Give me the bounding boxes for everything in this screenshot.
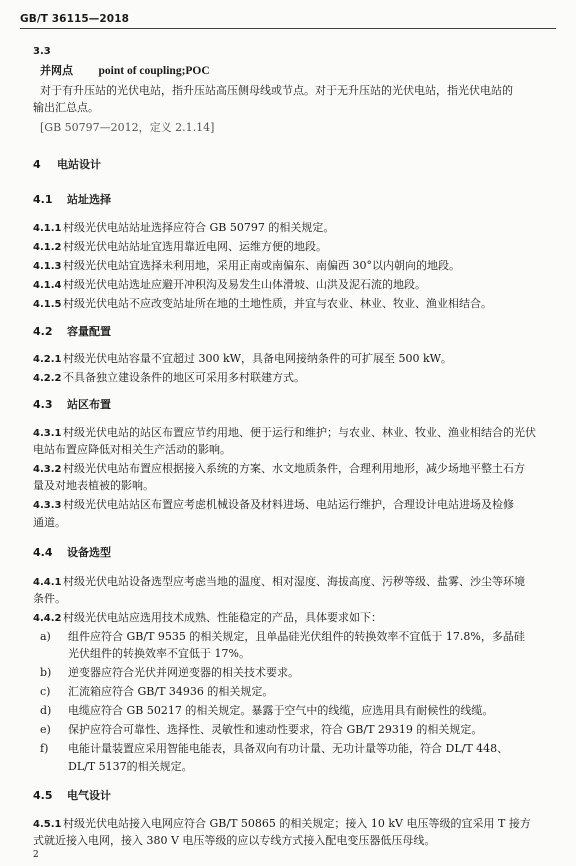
clause-continuation: 电站布置应降低对相关生产活动的影响。: [33, 443, 231, 456]
term-number: 3.3: [33, 46, 51, 57]
term-definition-line-1: 对于有升压站的光伏电站，指升压站高压侧母线或节点。对于无升压站的光伏电站，指光伏电站的: [40, 84, 513, 97]
section-4-1-heading: 4.1 站址选择: [33, 193, 111, 206]
term-definition-line-2: 输出汇总点。: [33, 101, 99, 114]
list-item-d: d) 电缆应符合 GB 50217 的相关规定。暴露于空气中的线缆，应选用具有耐候性的线缆。: [40, 704, 494, 717]
list-item-e: e) 保护应符合可靠性、选择性、灵敏性和速动性要求，符合 GB/T 29319 的相关规定。: [40, 723, 483, 736]
clause-item: 4.1.3 村级光伏电站宜选择未利用地，采用正南或南偏东、南偏西 30°以内朝向的地段。: [33, 259, 460, 272]
clause-continuation: 通道。: [33, 516, 66, 529]
section-4-5-heading: 4.5 电气设计: [33, 789, 111, 802]
term-cn: 并网点: [40, 64, 73, 77]
list-item-f: f) 电能计量装置应采用智能电能表，具备双向有功计量、无功计量等功能，符合 DL/T 448、: [40, 742, 509, 755]
clause-item: 4.4.2 村级光伏电站应选用技术成熟、性能稳定的产品，具体要求如下：: [33, 611, 382, 624]
clause-item: 4.3.2 村级光伏电站布置应根据接入系统的方案、水文地质条件，合理利用地形，减少场地平整土石方: [33, 462, 525, 475]
term-source: [GB 50797—2012，定义 2.1.14]: [40, 121, 215, 134]
header-rule: [20, 28, 556, 29]
list-item-f-continuation: DL/T 5137的相关规定。: [68, 760, 193, 773]
standard-code-header: GB/T 36115—2018: [20, 13, 130, 25]
clause-item: 4.2.1 村级光伏电站容量不宜超过 300 kW，具备电网接纳条件的可扩展至 500 kW。: [33, 352, 452, 365]
clause-item: 4.1.4 村级光伏电站选址应避开冲积沟及易发生山体滑坡、山洪及泥石流的地段。: [33, 278, 426, 291]
section-4-2-heading: 4.2 容量配置: [33, 325, 111, 338]
clause-continuation: 条件。: [33, 592, 66, 605]
list-item-b: b) 逆变器应符合光伏并网逆变器的相关技术要求。: [40, 666, 299, 679]
section-4-4-heading: 4.4 设备选型: [33, 546, 111, 559]
section-4-heading: 4 电站设计: [33, 158, 101, 171]
clause-continuation: 式就近接入电网，接入 380 V 电压等级的应以专线方式接入配电变压器低压母线。: [33, 834, 436, 847]
clause-item: 4.1.2 村级光伏电站站址宜选用靠近电网、运维方便的地段。: [33, 240, 327, 253]
list-item-a-continuation: 光伏组件的转换效率不宜低于 17%。: [68, 647, 250, 660]
clause-item: 4.3.1 村级光伏电站的站区布置应节约用地、便于运行和维护；与农业、林业、牧业、渔业相结合的光伏: [33, 426, 536, 439]
list-item-c: c) 汇流箱应符合 GB/T 34936 的相关规定。: [40, 685, 274, 698]
clause-item: 4.3.3 村级光伏电站站区布置应考虑机械设备及材料进场、电站运行维护，合理设计电站进场及检修: [33, 498, 514, 511]
clause-item: 4.5.1 村级光伏电站接入电网应符合 GB/T 50865 的相关规定；接入 10 kV 电压等级的宜采用 T 接方: [33, 817, 531, 830]
term-en: point of coupling;POC: [98, 65, 210, 77]
clause-continuation: 量及对地表植被的影响。: [33, 479, 154, 492]
clause-item: 4.4.1 村级光伏电站设备选型应考虑当地的温度、相对湿度、海拔高度、污秽等级、盐雾、沙尘等环境: [33, 575, 525, 588]
clause-item: 4.1.5 村级光伏电站不应改变站址所在地的土地性质，并宜与农业、林业、牧业、渔业相结合。: [33, 297, 492, 310]
clause-item: 4.1.1 村级光伏电站站址选择应符合 GB 50797 的相关规定。: [33, 221, 335, 234]
section-4-3-heading: 4.3 站区布置: [33, 398, 111, 411]
list-item-a: a) 组件应符合 GB/T 9535 的相关规定，且单晶硅光伏组件的转换效率不宜低于 17.8%，多晶硅: [40, 630, 525, 643]
term-title: [40, 64, 546, 78]
clause-item: 4.2.2 不具备独立建设条件的地区可采用多村联建方式。: [33, 371, 305, 384]
page-number: 2: [33, 850, 39, 860]
